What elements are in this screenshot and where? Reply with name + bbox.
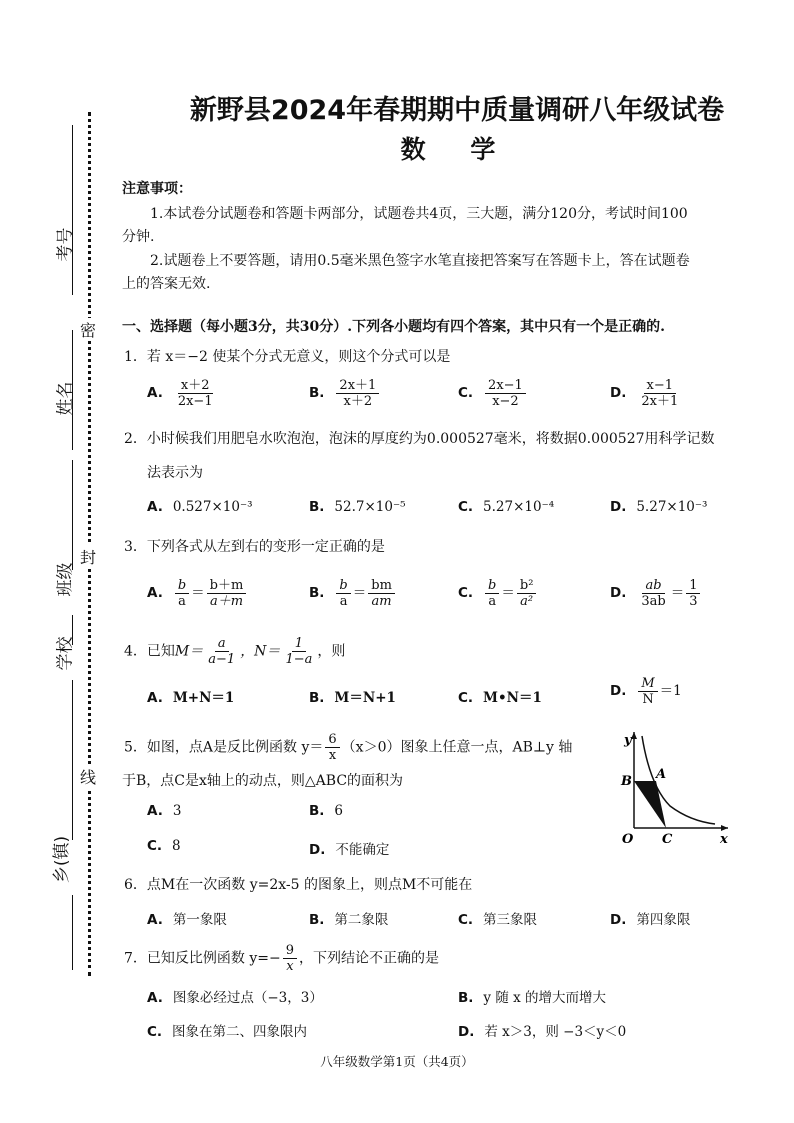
page-footer: 八年级数学第1页（共4页） <box>320 1054 474 1069</box>
q3-option-b: B. $\frac{b}{a}$ ＝ $\frac{bm}{am}$ <box>309 578 397 609</box>
q2-stem-cont: 法表示为 <box>147 465 203 481</box>
exam-no-line <box>72 125 73 295</box>
q2-option-d: D. 5.27×10⁻³ <box>610 499 708 515</box>
class-line <box>72 460 73 570</box>
section-1-heading: 一、选择题（每小题3分，共30分）.下列各小题均有四个答案，其中只有一个是正确的. <box>122 319 665 335</box>
paper-title: 新野县2024年春期期中质量调研八年级试卷 <box>189 95 725 126</box>
q6-option-a: A. 第一象限 <box>147 912 227 928</box>
label-c: C <box>662 832 673 847</box>
notice-item-2: 2.试题卷上不要答题，请用0.5毫米黑色签字水笔直接把答案写在答题卡上，答在试题卷 <box>150 253 690 269</box>
town-line-bottom <box>72 895 73 970</box>
q1-option-a: A. $\frac{x+2}{2x-1}$ <box>147 378 213 409</box>
subject-title: 数 学 <box>400 135 514 164</box>
q4-stem: 4．已知M＝ $\frac{a}{a-1}$ ，N＝ $\frac{1}{1-a}$ ，则 <box>124 636 346 667</box>
label-b: B <box>621 774 632 789</box>
notice-item-2-cont: 上的答案无效. <box>122 276 211 292</box>
town-line-top <box>72 680 73 840</box>
binding-dotted-line <box>88 112 91 976</box>
q7-option-a: A. 图象必经过点（−3，3） <box>147 990 323 1006</box>
q1-option-d: D. $\frac{x-1}{2x+1}$ <box>610 378 679 409</box>
q7-option-b: B. y 随 x 的增大而增大 <box>458 990 607 1006</box>
q2-stem: 2．小时候我们用肥皂水吹泡泡，泡沫的厚度约为0.000527毫米，将数据0.000527用科学记数 <box>124 431 715 447</box>
q6-option-b: B. 第二象限 <box>309 912 389 928</box>
label-y: y <box>624 733 632 748</box>
x-axis-arrow <box>721 825 728 831</box>
q5-stem: 5．如图，点A是反比例函数 y＝ $\frac{6}{x}$ （x＞0）图象上任意一点，AB⊥y 轴 <box>124 732 573 763</box>
q3-option-c: C. $\frac{b}{a}$ ＝ $\frac{\text{b²}}{\text{a²}}$ <box>458 578 538 609</box>
notice-item-1-cont: 分钟. <box>122 229 155 245</box>
label-x: x <box>720 832 728 847</box>
q5-option-d: D. 不能确定 <box>309 842 390 858</box>
y-axis-arrow <box>631 732 637 739</box>
q2-option-a: A. 0.527×10⁻³ <box>147 499 253 515</box>
notice-heading: 注意事项： <box>122 181 192 197</box>
q1-stem: 1．若 x＝−2 使某个分式无意义，则这个分式可以是 <box>124 349 451 365</box>
q6-stem: 6．点M在一次函数 y=2x-5 的图象上，则点M不可能在 <box>124 877 473 893</box>
q5-option-b: B. 6 <box>309 803 344 819</box>
q4-option-b: B. M＝N+1 <box>309 690 396 706</box>
q4-option-a: A. M+N＝1 <box>147 690 235 706</box>
q4-option-d: D. $\frac{M}{N}$ ＝1 <box>610 676 682 707</box>
q5-option-a: A. 3 <box>147 803 182 819</box>
label-town: 乡(镇) <box>52 835 73 884</box>
q1-option-b: B. $\frac{2x+1}{x+2}$ <box>309 378 381 409</box>
seal-mi: 密 <box>80 318 96 341</box>
q7-option-d: D. 若 x＞3，则 −3＜y＜0 <box>458 1024 627 1040</box>
seal-xian: 线 <box>80 765 96 788</box>
label-exam-no: 考号 <box>55 227 76 262</box>
q7-option-c: C. 图象在第二、四象限内 <box>147 1024 308 1040</box>
q5-figure <box>610 726 734 848</box>
q5-stem-cont: 于B，点C是x轴上的动点，则△ABC的面积为 <box>122 773 404 789</box>
label-class: 班级 <box>55 562 76 597</box>
label-name: 姓名 <box>55 381 76 416</box>
label-a: A <box>656 767 667 782</box>
q3-option-d: D. $\frac{ab}{3ab}$ ＝ $\frac{1}{3}$ <box>610 578 702 609</box>
seal-feng: 封 <box>80 545 96 568</box>
triangle-abc <box>634 781 666 828</box>
q4-option-c: C. M•N＝1 <box>458 690 542 706</box>
q6-option-c: C. 第三象限 <box>458 912 538 928</box>
q3-stem: 3．下列各式从左到右的变形一定正确的是 <box>124 539 385 555</box>
q5-option-c: C. 8 <box>147 838 181 854</box>
q6-option-d: D. 第四象限 <box>610 912 691 928</box>
q1-option-c: C. $\frac{2x-1}{x-2}$ <box>458 378 528 409</box>
hyperbola-curve <box>642 736 715 824</box>
label-school: 学校 <box>55 636 76 671</box>
notice-item-1: 1.本试卷分试题卷和答题卡两部分，试题卷共4页，三大题，满分120分，考试时间100 <box>150 206 688 222</box>
q3-option-a: A. $\frac{b}{a}$ ＝ $\frac{b+m}{a+m}$ <box>147 578 248 609</box>
q2-option-c: C. 5.27×10⁻⁴ <box>458 499 555 515</box>
q7-stem: 7．已知反比例函数 y=− $\frac{9}{x}$ ，下列结论不正确的是 <box>124 943 440 974</box>
q2-option-b: B. 52.7×10⁻⁵ <box>309 499 406 515</box>
label-o: O <box>622 832 634 847</box>
